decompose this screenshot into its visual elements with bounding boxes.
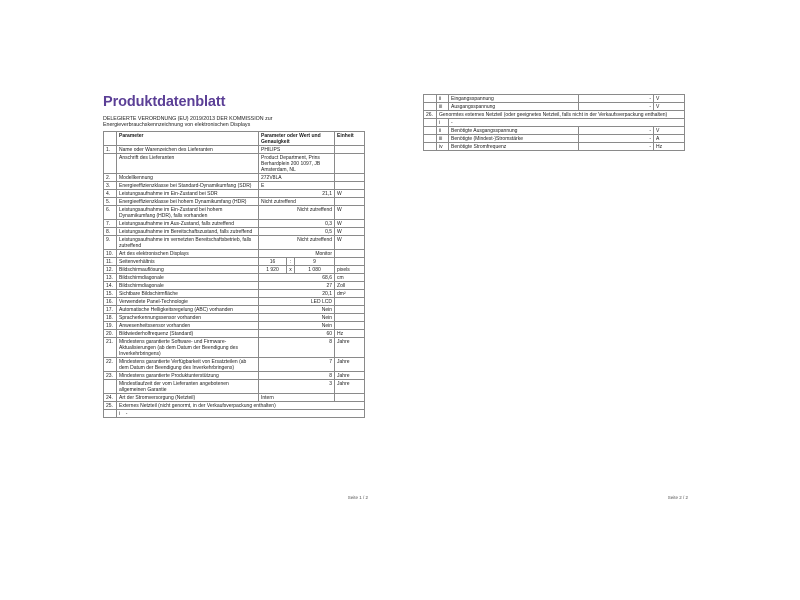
page-number: Seite 2 / 2 bbox=[667, 495, 688, 500]
table-row: 11. Seitenverhältnis 16 : 9 bbox=[104, 258, 365, 266]
table-row: 16. Verwendete Panel-Technologie LED LCD bbox=[104, 298, 365, 306]
table-row: 21. Mindestens garantierte Software- und Firmware-Aktualisierungen (ab dem Datum der Beendigung des Inverkehrbringens) 8 Jahre bbox=[104, 338, 365, 358]
table-row: 13. Bildschirmdiagonale 68,6 cm bbox=[104, 274, 365, 282]
table-row: Anschrift des Lieferanten Product Department, Prins Berhardplein 200 1097, JB Amsterdam, NL bbox=[104, 154, 365, 174]
table-row: i - bbox=[424, 119, 685, 127]
table-row: 6. Leistungsaufnahme im Ein-Zustand bei hohem Dynamikumfang (HDR), falls vorhanden Nicht zutreffend W bbox=[104, 206, 365, 220]
table-row: 4. Leistungsaufnahme im Ein-Zustand bei SDR 21,1 W bbox=[104, 190, 365, 198]
page-title: Produktdatenblatt bbox=[103, 94, 226, 110]
header-unit: Einheit bbox=[335, 132, 365, 146]
table-row: 22. Mindestens garantierte Verfügbarkeit von Ersatzteilen (ab dem Datum der Beendigung des Inverkehrbringens) 7 Jahre bbox=[104, 358, 365, 372]
table-row: 14. Bildschirmdiagonale 27 Zoll bbox=[104, 282, 365, 290]
table-row: 7. Leistungsaufnahme im Aus-Zustand, falls zutreffend 0,3 W bbox=[104, 220, 365, 228]
header-value: Parameter oder Wert und Genauigkeit bbox=[259, 132, 335, 146]
regulation-text: DELEGIERTE VERORDNUNG (EU) 2019/2013 DER KOMMISSION zur Energieverbrauchskennzeichnung von elektronischen Displays bbox=[103, 116, 273, 129]
table-row: ii Benötigte Ausgangsspannung - V bbox=[424, 127, 685, 135]
table-row: iii Benötigte (Mindest-)Stromstärke - A bbox=[424, 135, 685, 143]
table-row: i - bbox=[104, 410, 365, 418]
table-row: 3. Energieeffizienzklasse bei Standard-Dynamikumfang (SDR) E bbox=[104, 182, 365, 190]
table-row: ii Eingangsspannung - V bbox=[424, 95, 685, 103]
product-data-table-continued bbox=[423, 94, 685, 151]
table-row: 5. Energieeffizienzklasse bei hohem Dynamikumfang (HDR) Nicht zutreffend bbox=[104, 198, 365, 206]
table-row: 8. Leistungsaufnahme im Bereitschaftszustand, falls zutreffend 0,5 W bbox=[104, 228, 365, 236]
header-param: Parameter bbox=[117, 132, 259, 146]
table-header-row bbox=[104, 132, 365, 146]
table-row: 2. Modellkennung 272V8LA bbox=[104, 174, 365, 182]
table-row: iv Benötigte Stromfrequenz - Hz bbox=[424, 143, 685, 151]
table-row: 10. Art des elektronischen Displays Monitor bbox=[104, 250, 365, 258]
datasheet-page-2 bbox=[415, 83, 698, 506]
page-number: Seite 1 / 2 bbox=[347, 495, 368, 500]
table-row: 25. Externes Netzteil (nicht genormt, in der Verkaufsverpackung enthalten) bbox=[104, 402, 365, 410]
product-data-table bbox=[103, 131, 365, 418]
table-row: 23. Mindestens garantierte Produktunterstützung 8 Jahre bbox=[104, 372, 365, 380]
table-row: 18. Spracherkennungssensor vorhanden Nein bbox=[104, 314, 365, 322]
table-row: 19. Anwesenheitssensor vorhanden Nein bbox=[104, 322, 365, 330]
table-row: 24. Art der Stromversorgung (Netzteil) Intern bbox=[104, 394, 365, 402]
table-row: Mindestlaufzeit der vom Lieferanten angebotenen allgemeinen Garantie 3 Jahre bbox=[104, 380, 365, 394]
table-row: 17. Automatische Helligkeitsregelung (ABC) vorhanden Nein bbox=[104, 306, 365, 314]
datasheet-page-1 bbox=[95, 83, 378, 506]
table-row: 20. Bildwiederholfrequenz (Standard) 60 Hz bbox=[104, 330, 365, 338]
table-row: 15. Sichtbare Bildschirmfläche 20,1 dm² bbox=[104, 290, 365, 298]
table-row: 1. Name oder Warenzeichen des Lieferanten PHILIPS bbox=[104, 146, 365, 154]
table-row: 12. Bildschirmauflösung 1 920 x 1 080 pixels bbox=[104, 266, 365, 274]
table-row: iii Ausgangsspannung - V bbox=[424, 103, 685, 111]
table-row: 26. Genormtes externes Netzteil (oder geeignetes Netzteil, falls nicht in der Verkaufsverpackung enthalten) bbox=[424, 111, 685, 119]
table-row: 9. Leistungsaufnahme im vernetzten Bereitschaftsbetrieb, falls zutreffend Nicht zutreffend W bbox=[104, 236, 365, 250]
